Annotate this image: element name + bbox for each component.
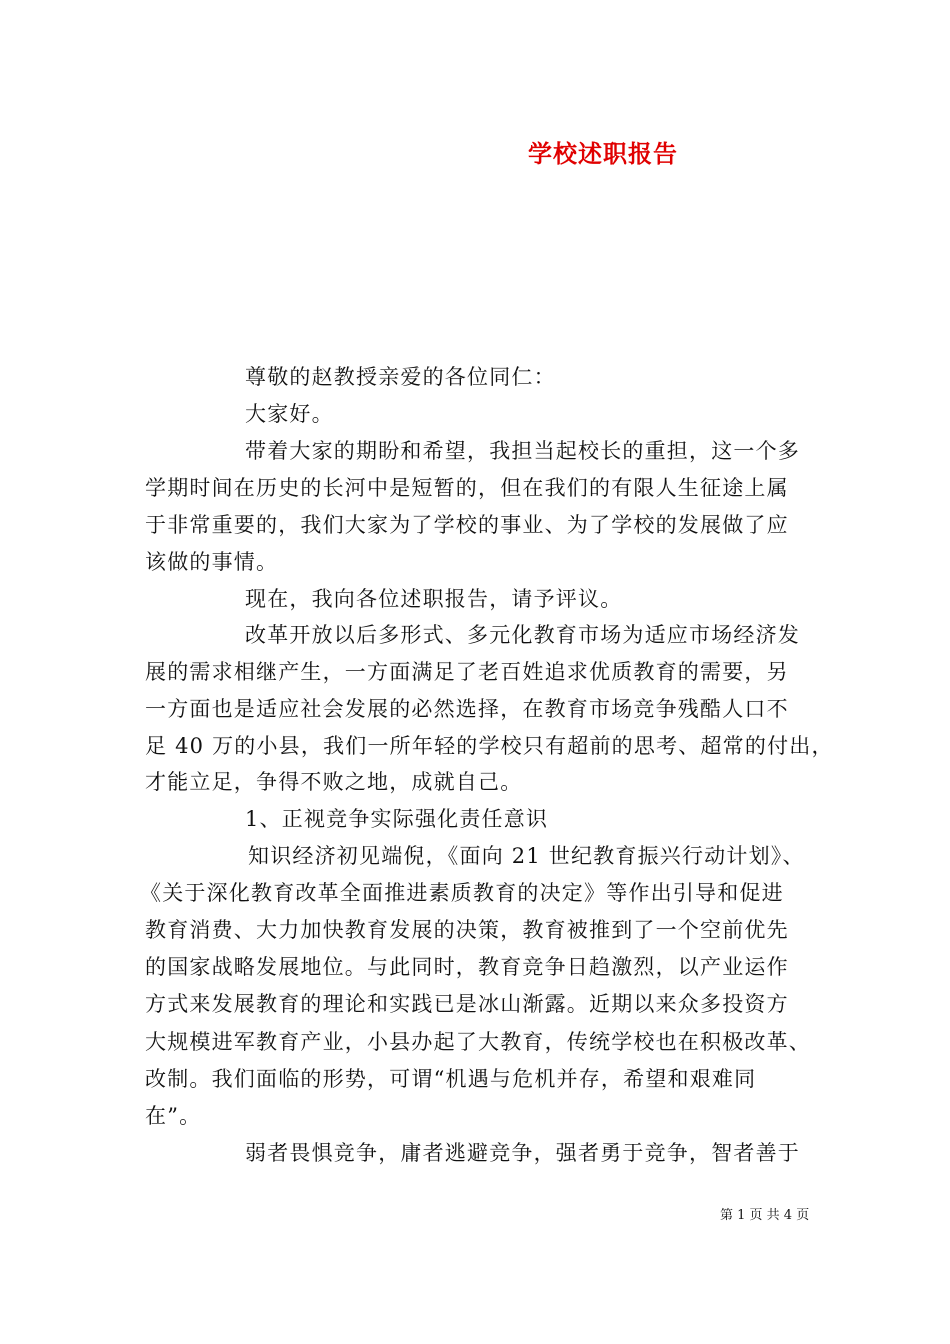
page-footer: 第 1 页 共 4 页 [720,1208,810,1223]
text-line: 尊敬的赵教授亲爱的各位同仁： [245,365,556,389]
text-line: 才能立足，争得不败之地，成就自己。 [145,770,523,794]
text-line: 改制。我们面临的形势，可谓“机遇与危机并存，希望和艰难同 [145,1067,757,1091]
text-line: 在”。 [145,1104,202,1128]
text-line: 一方面也是适应社会发展的必然选择，在教育市场竞争残酷人口不 [145,697,789,721]
text-line: 1、正视竞争实际强化责任意识 [245,807,549,831]
text-line: 教育消费、大力加快教育发展的决策，教育被推到了一个空前优先 [145,918,789,942]
document-title: 学校述职报告 [528,140,678,168]
text-line: 改革开放以后多形式、多元化教育市场为适应市场经济发 [245,623,800,647]
text-line: 现在，我向各位述职报告，请予评议。 [245,587,623,611]
text-line: 弱者畏惧竞争，庸者逃避竞争，强者勇于竞争，智者善于 [245,1141,800,1165]
text-line: 知识经济初见端倪，《面向 21 世纪教育振兴行动计划》、 [248,844,805,868]
text-line: 的国家战略发展地位。与此同时，教育竞争日趋激烈，以产业运作 [145,955,789,979]
text-line: 方式来发展教育的理论和实践已是冰山渐露。近期以来众多投资方 [145,992,789,1016]
text-line: 展的需求相继产生，一方面满足了老百姓追求优质教育的需要，另 [145,660,789,684]
text-line: 大规模进军教育产业，小县办起了大教育，传统学校也在积极改革、 [145,1030,811,1054]
text-line: 足 40 万的小县，我们一所年轻的学校只有超前的思考、超常的付出， [145,734,834,758]
text-line: 《关于深化教育改革全面推进素质教育的决定》等作出引导和促进 [140,881,784,905]
text-line: 带着大家的期盼和希望，我担当起校长的重担，这一个多 [245,439,800,463]
text-line: 于非常重要的，我们大家为了学校的事业、为了学校的发展做了应 [145,513,789,537]
text-line: 学期时间在历史的长河中是短暂的，但在我们的有限人生征途上属 [145,476,789,500]
text-line: 大家好。 [245,402,334,426]
text-line: 该做的事情。 [145,550,279,574]
